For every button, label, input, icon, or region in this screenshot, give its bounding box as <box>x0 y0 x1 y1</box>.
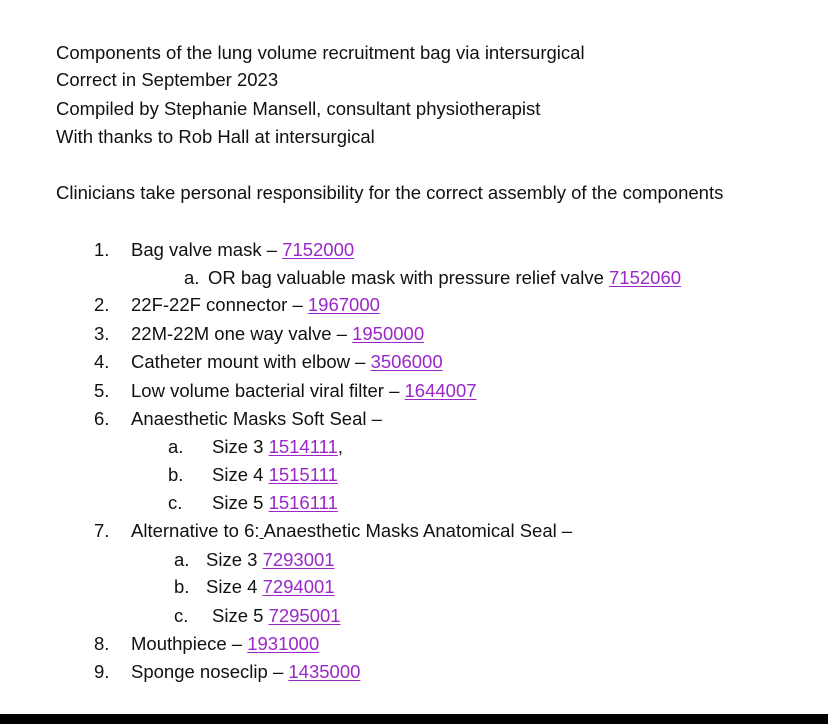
product-code-link[interactable]: 7294001 <box>262 576 335 597</box>
list-number: 9. <box>94 661 110 682</box>
list-number: 7. <box>94 520 110 541</box>
author-line: Compiled by Stephanie Mansell, consultant physiotherapist <box>56 98 541 119</box>
document-title: Components of the lung volume recruitment bag via intersurgical <box>56 42 585 63</box>
list-number: 8. <box>94 633 110 654</box>
list-letter: a. <box>168 436 184 457</box>
product-code-link[interactable]: 1967000 <box>307 294 380 315</box>
list-number: 4. <box>94 351 110 372</box>
product-code-link[interactable]: 1950000 <box>352 323 425 344</box>
list-number: 1. <box>94 239 110 260</box>
item-label: Size 4 <box>206 576 263 597</box>
list-letter: c. <box>174 605 189 626</box>
disclaimer: Clinicians take personal responsibility for the correct assembly of the components <box>56 182 724 203</box>
item-label: Size 5 <box>212 605 269 626</box>
list-letter: a. <box>174 549 190 570</box>
item-label: Alternative to 6: <box>131 520 260 541</box>
product-code-link[interactable]: 1644007 <box>404 380 477 401</box>
item-suffix: , <box>337 436 343 457</box>
list-letter: b. <box>168 464 184 485</box>
product-code-link[interactable]: 7293001 <box>262 549 335 570</box>
list-letter: a. <box>184 267 200 288</box>
item-label: Size 3 <box>206 549 263 570</box>
thanks-line: With thanks to Rob Hall at intersurgical <box>56 126 375 147</box>
item-label: Catheter mount with elbow – <box>131 351 371 372</box>
item-label: Mouthpiece – <box>131 633 248 654</box>
product-code-link[interactable]: 3506000 <box>370 351 443 372</box>
list-number: 2. <box>94 294 110 315</box>
list-letter: c. <box>168 492 183 513</box>
product-code-link[interactable]: 1514111 <box>268 436 338 457</box>
product-code-link[interactable]: 1515111 <box>268 464 338 485</box>
item-label: 22M-22M one way valve – <box>131 323 353 344</box>
item-label: Bag valve mask – <box>131 239 283 260</box>
list-number: 6. <box>94 408 110 429</box>
product-code-link[interactable]: 1516111 <box>268 492 338 513</box>
item-label: OR bag valuable mask with pressure relief valve <box>208 267 610 288</box>
item-label: Size 5 <box>212 492 269 513</box>
product-code-link[interactable]: 7152000 <box>282 239 355 260</box>
product-code-link[interactable]: 1931000 <box>247 633 320 654</box>
product-code-link[interactable]: 1435000 <box>288 661 361 682</box>
product-code-link[interactable]: 7152060 <box>609 267 682 288</box>
item-label-continued: Anaesthetic Masks Anatomical Seal – <box>263 520 573 541</box>
revision-date: Correct in September 2023 <box>56 69 279 90</box>
item-label: Anaesthetic Masks Soft Seal – <box>131 408 382 429</box>
bottom-border <box>0 714 828 724</box>
product-code-link[interactable]: 7295001 <box>268 605 341 626</box>
list-number: 3. <box>94 323 110 344</box>
item-label: Low volume bacterial viral filter – <box>131 380 405 401</box>
list-letter: b. <box>174 576 190 597</box>
item-label: Size 3 <box>212 436 269 457</box>
item-label: Size 4 <box>212 464 269 485</box>
item-label: 22F-22F connector – <box>131 294 308 315</box>
list-number: 5. <box>94 380 110 401</box>
item-label: Sponge noseclip – <box>131 661 289 682</box>
